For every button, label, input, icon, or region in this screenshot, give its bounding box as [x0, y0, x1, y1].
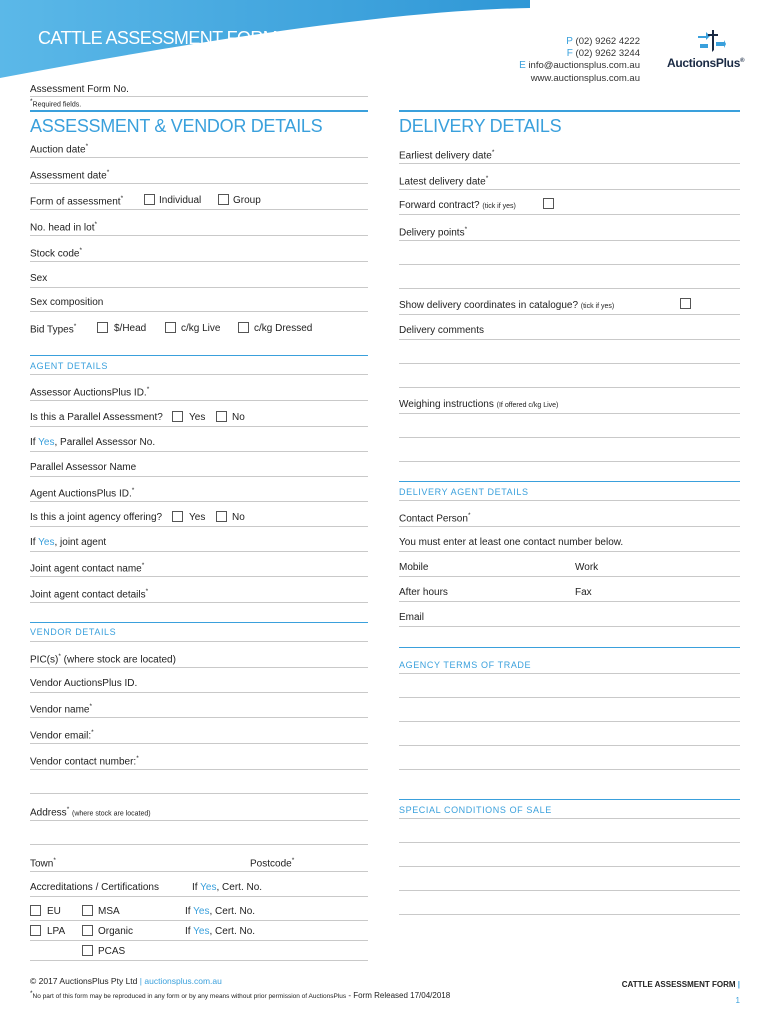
vendor-name-line[interactable]: [30, 717, 368, 718]
vendor-id-line[interactable]: [30, 692, 368, 693]
no-head-label: No. head in lot*: [30, 221, 98, 234]
footer-form-name: CATTLE ASSESSMENT FORM |: [621, 980, 740, 989]
lpa-label: LPA: [47, 926, 66, 937]
auction-date-label: Auction date*: [30, 143, 89, 156]
delivery-agent-heading: DELIVERY AGENT DETAILS: [399, 487, 529, 497]
agency-terms-heading: AGENCY TERMS OF TRADE: [399, 660, 532, 670]
msa-label: MSA: [98, 906, 120, 917]
footer-site-link[interactable]: auctionsplus.com.au: [144, 976, 222, 986]
vendor-contact-line-2[interactable]: [30, 793, 368, 794]
latest-delivery-label: Latest delivery date*: [399, 175, 489, 188]
pic-label: PIC(s)* (where stock are located): [30, 653, 176, 666]
joint-yes-checkbox[interactable]: [172, 511, 183, 522]
town-postcode-line[interactable]: [30, 871, 368, 872]
ckg-dressed-label: c/kg Dressed: [254, 323, 313, 334]
footer-copyright: © 2017 AuctionsPlus Pty Ltd | auctionsplus.com.au: [30, 976, 222, 986]
assessment-date-line[interactable]: [30, 183, 368, 184]
earliest-delivery-label: Earliest delivery date*: [399, 149, 495, 162]
auction-date-line[interactable]: [30, 157, 368, 158]
vendor-contact-label: Vendor contact number:*: [30, 755, 139, 768]
joint-name-label: Joint agent contact name*: [30, 562, 145, 575]
parallel-question: Is this a Parallel Assessment?: [30, 412, 163, 423]
weighing-line[interactable]: [399, 413, 740, 414]
pcas-checkbox[interactable]: [82, 945, 93, 956]
accreditations-label: Accreditations / Certifications: [30, 882, 159, 893]
parallel-yes-checkbox[interactable]: [172, 411, 183, 422]
weighing-line-2[interactable]: [399, 437, 740, 438]
parallel-line: [30, 426, 368, 427]
mobile-work-line[interactable]: [399, 576, 740, 577]
joint-details-line[interactable]: [30, 602, 368, 603]
parallel-assessor-name-line[interactable]: [30, 476, 368, 477]
group-label: Group: [233, 195, 261, 206]
vendor-details-rule: [30, 622, 368, 623]
contact-person-label: Contact Person*: [399, 512, 471, 525]
right-section-rule: [399, 110, 740, 112]
pic-line[interactable]: [30, 667, 368, 668]
latest-delivery-line[interactable]: [399, 189, 740, 190]
weighing-label: Weighing instructions (If offered c/kg Live): [399, 399, 559, 410]
agency-terms-rule: [399, 647, 740, 648]
sex-label: Sex: [30, 273, 48, 284]
joint-agent-label: If Yes, joint agent: [30, 537, 107, 548]
mobile-label: Mobile: [399, 562, 429, 573]
cert-no-label-2: If Yes, Cert. No.: [185, 906, 256, 917]
joint-no-checkbox[interactable]: [216, 511, 227, 522]
no-head-line[interactable]: [30, 235, 368, 236]
website-line: www.auctionsplus.com.au: [530, 73, 640, 84]
show-coords-checkbox[interactable]: [680, 298, 691, 309]
special-conditions-rule: [399, 799, 740, 800]
parallel-assessor-no-label: If Yes, Parallel Assessor No.: [30, 437, 156, 448]
cert-no-label-1: If Yes, Cert. No.: [192, 882, 263, 893]
pcas-label: PCAS: [98, 946, 126, 957]
phone-line: P (02) 9262 4222: [566, 36, 640, 47]
assessor-id-label: Assessor AuctionsPlus ID.*: [30, 386, 150, 399]
auctionsplus-logo-text: AuctionsPlus®: [667, 56, 745, 70]
assessment-vendor-heading: ASSESSMENT & VENDOR DETAILS: [30, 116, 323, 136]
delivery-comments-line-2[interactable]: [399, 363, 740, 364]
special-conditions-heading: SPECIAL CONDITIONS OF SALE: [399, 805, 552, 815]
per-head-label: $/Head: [114, 323, 147, 334]
bid-types-label: Bid Types*: [30, 323, 77, 336]
address-line-2[interactable]: [30, 844, 368, 845]
lpa-checkbox[interactable]: [30, 925, 41, 936]
joint-agency-question: Is this a joint agency offering?: [30, 512, 163, 523]
vendor-email-line[interactable]: [30, 743, 368, 744]
joint-no-label: No: [232, 512, 245, 523]
must-enter-line: [399, 551, 740, 552]
email-line: E info@auctionsplus.com.au: [519, 60, 640, 71]
fax-line: F (02) 9262 3244: [566, 48, 640, 59]
address-label: Address* (where stock are located): [30, 806, 151, 819]
agent-details-rule: [30, 355, 368, 356]
show-coords-line: [399, 314, 740, 315]
parallel-no-checkbox[interactable]: [216, 411, 227, 422]
footer-note: *No part of this form may be reproduced in any form or by any means without prior permission of AuctionsPlus - Form Released 17/04/2018: [30, 990, 451, 1001]
delivery-comments-label: Delivery comments: [399, 325, 485, 336]
lpa-organic-line: [30, 940, 368, 941]
organic-checkbox[interactable]: [82, 925, 93, 936]
delivery-comments-line-3[interactable]: [399, 387, 740, 388]
weighing-line-3[interactable]: [399, 461, 740, 462]
agency-terms-line-4[interactable]: [399, 745, 740, 746]
parallel-assessor-no-line[interactable]: [30, 451, 368, 452]
earliest-delivery-line[interactable]: [399, 163, 740, 164]
agency-terms-line[interactable]: [399, 673, 740, 674]
special-conditions-line-5[interactable]: [399, 914, 740, 915]
cert-no-label-3: If Yes, Cert. No.: [185, 926, 256, 937]
special-conditions-line[interactable]: [399, 818, 740, 819]
agent-details-line: [30, 374, 368, 375]
fax-label: Fax: [575, 587, 592, 598]
eu-msa-line: [30, 920, 368, 921]
postcode-label: Postcode*: [250, 857, 295, 870]
sex-composition-line[interactable]: [30, 311, 368, 312]
eu-checkbox[interactable]: [30, 905, 41, 916]
delivery-points-line-3[interactable]: [399, 288, 740, 289]
contact-person-line[interactable]: [399, 526, 740, 527]
joint-name-line[interactable]: [30, 576, 368, 577]
ckg-dressed-checkbox[interactable]: [238, 322, 249, 333]
stock-code-line[interactable]: [30, 261, 368, 262]
accreditations-line: [30, 896, 368, 897]
agent-id-line[interactable]: [30, 501, 368, 502]
agency-terms-line-3[interactable]: [399, 721, 740, 722]
email-label: Email: [399, 612, 425, 623]
parallel-yes-label: Yes: [189, 412, 206, 423]
form-of-assessment-line: [30, 209, 368, 210]
ckg-live-checkbox[interactable]: [165, 322, 176, 333]
form-no-line[interactable]: [30, 96, 368, 97]
vendor-details-line: [30, 641, 368, 642]
delivery-comments-line[interactable]: [399, 339, 740, 340]
sex-line[interactable]: [30, 287, 368, 288]
agency-terms-line-2[interactable]: [399, 697, 740, 698]
forward-contract-label: Forward contract? (tick if yes): [399, 200, 516, 211]
vendor-name-label: Vendor name*: [30, 703, 93, 716]
individual-label: Individual: [159, 195, 202, 206]
delivery-agent-line: [399, 500, 740, 501]
delivery-points-label: Delivery points*: [399, 226, 468, 239]
pcas-line: [30, 960, 368, 961]
vendor-id-label: Vendor AuctionsPlus ID.: [30, 678, 138, 689]
joint-agent-line[interactable]: [30, 551, 368, 552]
forward-contract-line: [399, 214, 740, 215]
assessor-id-line[interactable]: [30, 400, 368, 401]
auctionsplus-logo-icon: [694, 30, 726, 58]
stock-code-label: Stock code*: [30, 247, 83, 260]
individual-checkbox[interactable]: [144, 194, 155, 205]
town-label: Town*: [30, 857, 56, 870]
ckg-live-label: c/kg Live: [181, 323, 221, 334]
vendor-contact-line[interactable]: [30, 769, 368, 770]
page-number: 1: [735, 996, 740, 1005]
left-section-rule: [30, 110, 368, 112]
agent-details-heading: AGENT DETAILS: [30, 361, 108, 371]
show-coords-label: Show delivery coordinates in catalogue? (tick if yes): [399, 300, 615, 311]
group-checkbox[interactable]: [218, 194, 229, 205]
assessment-date-label: Assessment date*: [30, 169, 110, 182]
special-conditions-line-4[interactable]: [399, 890, 740, 891]
sex-composition-label: Sex composition: [30, 297, 104, 308]
agent-id-label: Agent AuctionsPlus ID.*: [30, 487, 135, 500]
work-label: Work: [575, 562, 599, 573]
forward-contract-checkbox[interactable]: [543, 198, 554, 209]
joint-details-label: Joint agent contact details*: [30, 588, 149, 601]
agency-terms-line-5[interactable]: [399, 769, 740, 770]
msa-checkbox[interactable]: [82, 905, 93, 916]
special-conditions-line-2[interactable]: [399, 842, 740, 843]
delivery-details-heading: DELIVERY DETAILS: [399, 116, 562, 136]
delivery-points-line-2[interactable]: [399, 264, 740, 265]
form-title: CATTLE ASSESSMENT FORM: [38, 28, 278, 48]
parallel-assessor-name-label: Parallel Assessor Name: [30, 462, 137, 473]
email-line[interactable]: [399, 626, 740, 627]
per-head-checkbox[interactable]: [97, 322, 108, 333]
vendor-email-label: Vendor email:*: [30, 729, 94, 742]
must-enter-note: You must enter at least one contact number below.: [399, 537, 624, 548]
joint-line: [30, 526, 368, 527]
form-no-label: Assessment Form No.: [30, 84, 129, 95]
form-of-assessment-label: Form of assessment*: [30, 195, 124, 208]
parallel-no-label: No: [232, 412, 245, 423]
after-hours-fax-line[interactable]: [399, 601, 740, 602]
required-note: *Required fields.: [30, 98, 82, 109]
organic-label: Organic: [98, 926, 134, 937]
address-line[interactable]: [30, 820, 368, 821]
eu-label: EU: [47, 906, 61, 917]
joint-yes-label: Yes: [189, 512, 206, 523]
special-conditions-line-3[interactable]: [399, 866, 740, 867]
delivery-points-line[interactable]: [399, 240, 740, 241]
delivery-agent-rule: [399, 481, 740, 482]
after-hours-label: After hours: [399, 587, 448, 598]
vendor-details-heading: VENDOR DETAILS: [30, 627, 117, 637]
